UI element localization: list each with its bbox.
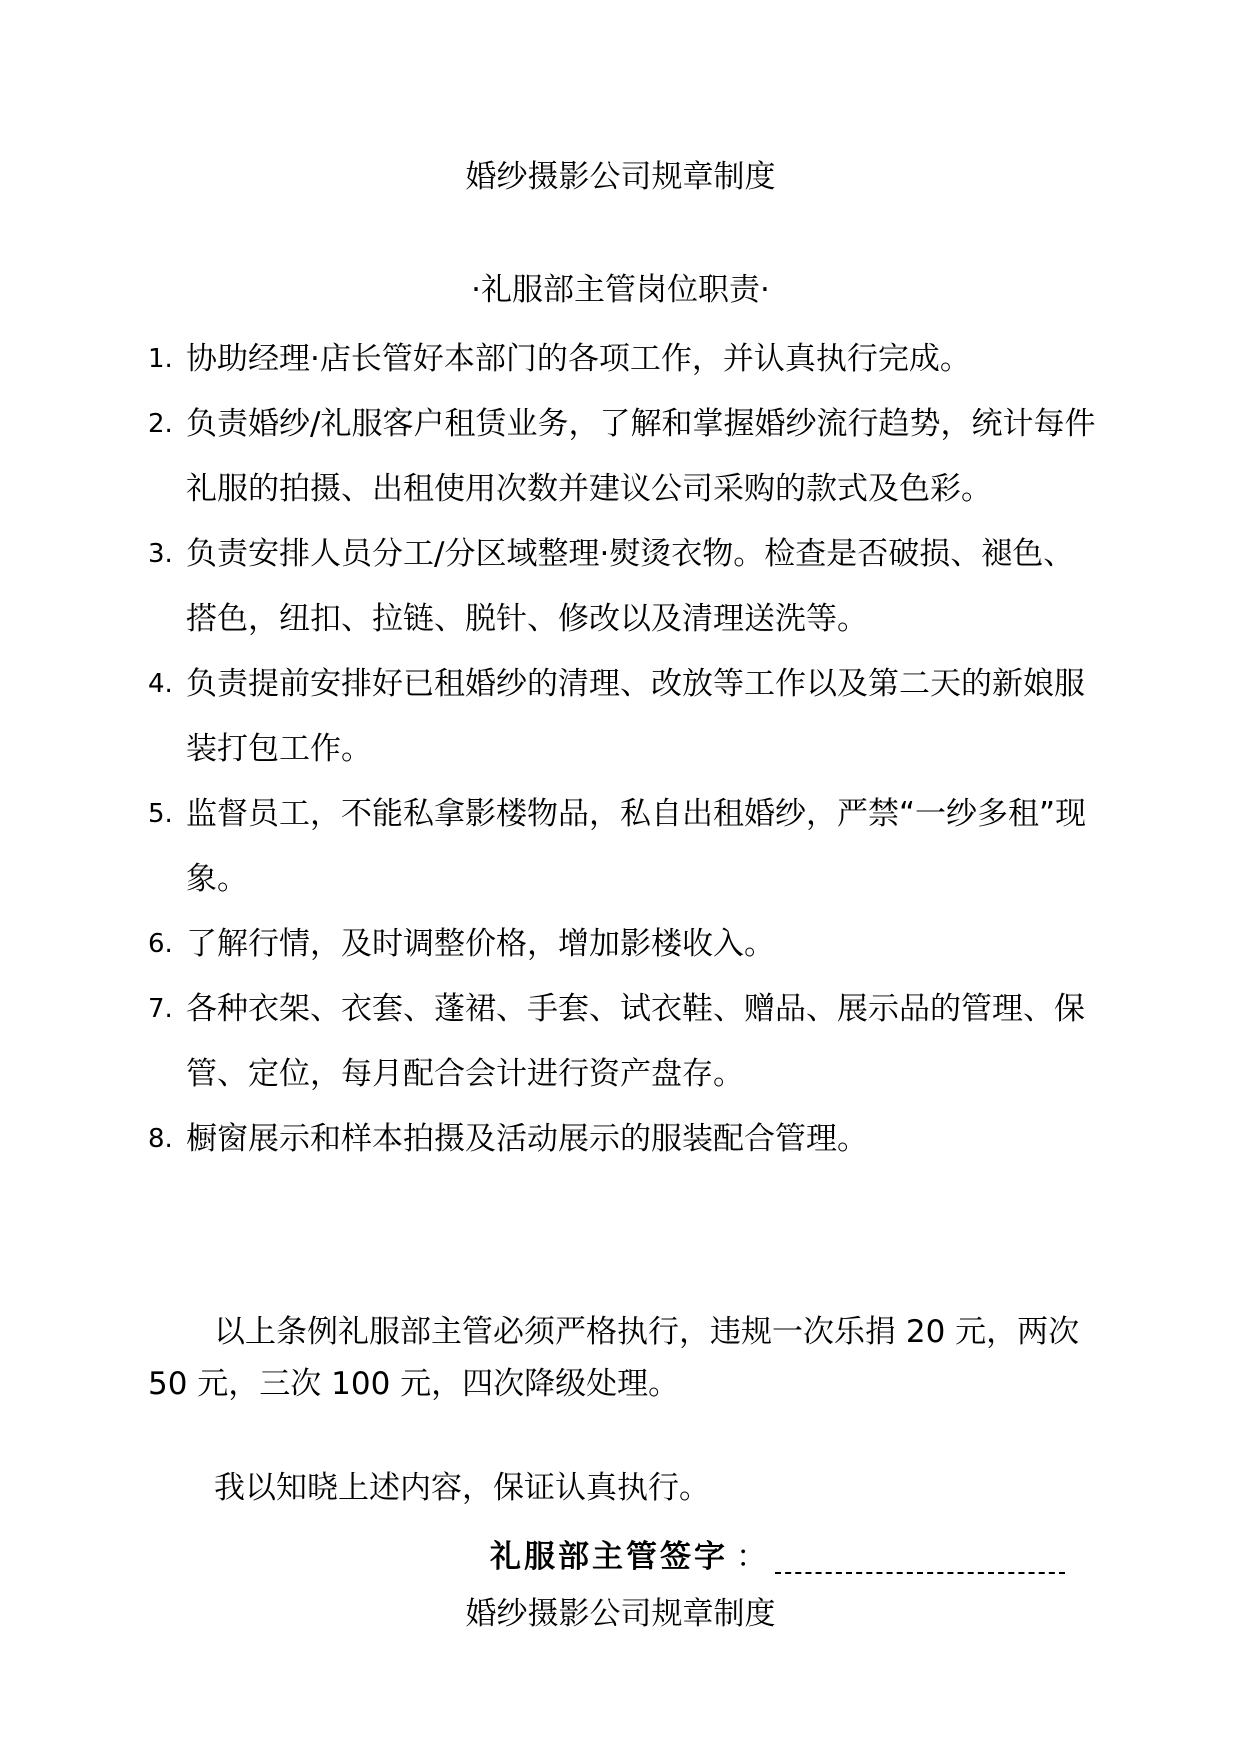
list-item bbox=[148, 652, 1103, 782]
list-item bbox=[148, 977, 1103, 1107]
list-item-number: 6. bbox=[148, 929, 173, 959]
list-item-number: 8. bbox=[148, 1124, 173, 1154]
list-item-text: 负责安排人员分工/分区域整理·熨烫衣物。检查是否破损、褪色、搭色，纽扣、拉链、脱针、修改以及清理送洗等。 bbox=[186, 536, 1075, 637]
list-item-text: 了解行情，及时调整价格，增加影楼收入。 bbox=[186, 926, 775, 962]
list-item-text: 监督员工，不能私拿影楼物品，私自出租婚纱，严禁“一纱多租”现象。 bbox=[186, 796, 1087, 897]
list-item bbox=[148, 912, 1103, 977]
duties-list bbox=[148, 327, 1103, 1172]
footer-title: 婚纱摄影公司规章制度 bbox=[465, 1596, 776, 1632]
section-subtitle: ·礼服部主管岗位职责· bbox=[471, 272, 770, 308]
signature-label: 礼服部主管签字 bbox=[490, 1539, 728, 1575]
list-item-text: 橱窗展示和样本拍摄及活动展示的服装配合管理。 bbox=[186, 1121, 868, 1157]
list-item bbox=[148, 522, 1103, 652]
list-item-text: 负责提前安排好已租婚纱的清理、改放等工作以及第二天的新娘服装打包工作。 bbox=[186, 666, 1085, 767]
list-item-number: 5. bbox=[148, 799, 173, 829]
penalty-rules-paragraph: 以上条例礼服部主管必须严格执行，违规一次乐捐 20 元，两次 50 元，三次 100 元，四次降级处理。 bbox=[148, 1314, 1080, 1402]
signature-row bbox=[490, 1535, 1110, 1579]
list-item bbox=[148, 327, 1103, 392]
list-item-number: 1. bbox=[148, 344, 173, 374]
list-item-number: 2. bbox=[148, 409, 173, 439]
list-item bbox=[148, 392, 1103, 522]
list-item-number: 3. bbox=[148, 539, 173, 569]
signature-colon: ： bbox=[736, 1539, 767, 1575]
list-item bbox=[148, 1107, 1103, 1172]
list-item-text: 负责婚纱/礼服客户租赁业务，了解和掌握婚纱流行趋势，统计每件礼服的拍摄、出租使用次数并建议公司采购的款式及色彩。 bbox=[186, 406, 1096, 507]
list-item-number: 4. bbox=[148, 669, 173, 699]
signature-line bbox=[775, 1544, 1065, 1574]
acknowledgement-paragraph: 我以知晓上述内容，保证认真执行。 bbox=[214, 1470, 710, 1506]
document-title: 婚纱摄影公司规章制度 bbox=[465, 159, 776, 195]
list-item-text: 协助经理·店长管好本部门的各项工作，并认真执行完成。 bbox=[186, 341, 971, 377]
list-item bbox=[148, 782, 1103, 912]
list-item-number: 7. bbox=[148, 994, 173, 1024]
list-item-text: 各种衣架、衣套、蓬裙、手套、试衣鞋、赠品、展示品的管理、保管、定位，每月配合会计进行资产盘存。 bbox=[186, 991, 1085, 1092]
